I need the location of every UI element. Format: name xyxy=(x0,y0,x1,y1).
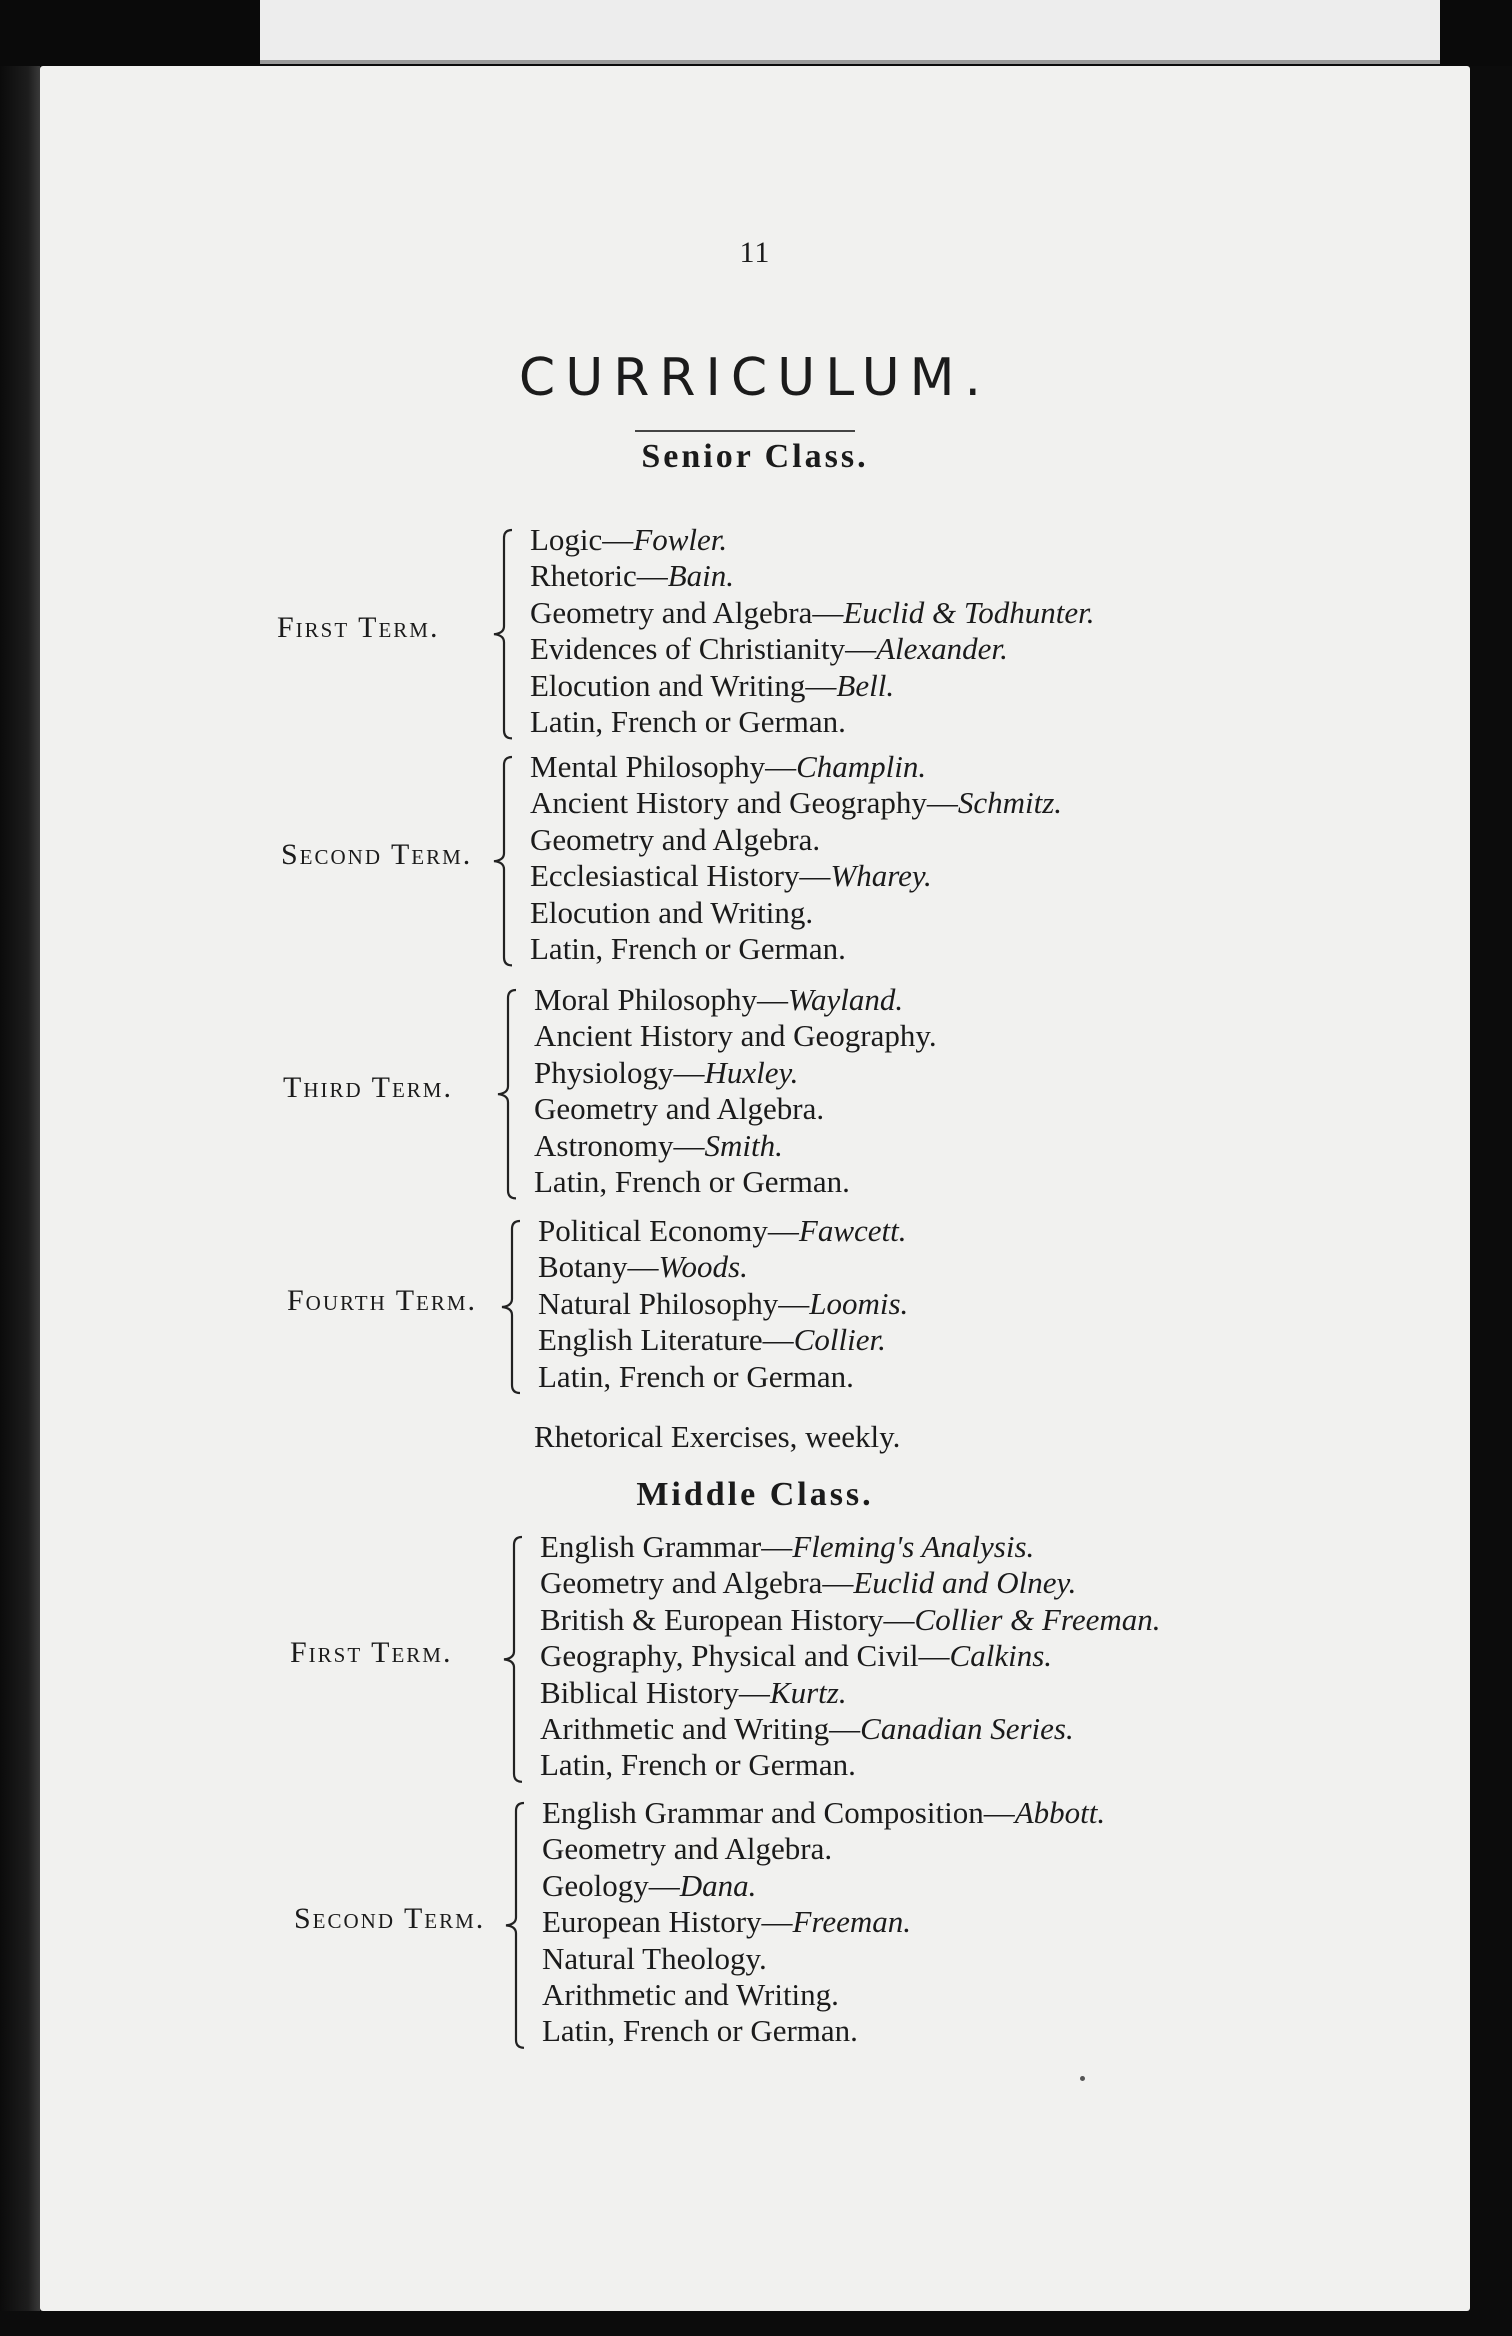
scan-background-left xyxy=(0,66,40,2336)
subject-title: Geometry and Algebra. xyxy=(530,821,821,857)
textbook-author: Abbott. xyxy=(1014,1795,1106,1830)
subject-title: Logic— xyxy=(530,522,634,557)
textbook-author: Alexander. xyxy=(876,631,1008,667)
subject-title: Astronomy— xyxy=(534,1127,705,1163)
subject-item xyxy=(540,1529,1161,1565)
subject-item xyxy=(534,1164,937,1200)
subject-title: Geometry and Algebra. xyxy=(534,1091,825,1127)
page-title: CURRICULUM. xyxy=(518,348,992,408)
subject-title: Latin, French or German. xyxy=(530,704,846,740)
subject-item xyxy=(540,1675,1161,1711)
term-label: First Term. xyxy=(277,611,440,645)
subject-title: Botany— xyxy=(538,1249,659,1285)
subject-title: Latin, French or German. xyxy=(540,1747,856,1783)
document-page xyxy=(40,66,1470,2311)
textbook-author: Wayland. xyxy=(788,982,904,1017)
scan-background-bottom xyxy=(0,2311,1512,2336)
subject-item xyxy=(542,1941,1105,1977)
subject-title: Rhetoric— xyxy=(530,558,668,594)
page-number: 11 xyxy=(739,236,771,269)
subject-item xyxy=(530,704,1095,740)
brace-icon xyxy=(494,1219,524,1395)
brace-icon xyxy=(496,1535,526,1784)
senior-class-heading: Senior Class. xyxy=(641,438,869,475)
subject-title: English Grammar and Composition— xyxy=(542,1795,1015,1830)
adjacent-page-edge xyxy=(260,0,1440,64)
subject-list xyxy=(534,982,937,1200)
subject-title: Geometry and Algebra. xyxy=(542,1831,833,1867)
subject-title: Moral Philosophy— xyxy=(534,982,789,1017)
term-label: Second Term. xyxy=(281,838,473,872)
subject-title: Natural Philosophy— xyxy=(538,1285,810,1321)
term-label: Second Term. xyxy=(294,1902,486,1936)
subject-title: Geometry and Algebra— xyxy=(530,594,844,630)
term-label: Fourth Term. xyxy=(287,1284,478,1317)
textbook-author: Euclid & Todhunter. xyxy=(843,594,1095,630)
subject-title: Ecclesiastical History— xyxy=(530,858,831,894)
subject-item xyxy=(542,1904,1105,1940)
textbook-author: Euclid and Olney. xyxy=(853,1565,1077,1601)
textbook-author: Kurtz. xyxy=(769,1674,847,1710)
subject-item xyxy=(542,1868,1105,1904)
subject-item xyxy=(530,631,1095,667)
subject-item xyxy=(538,1213,908,1249)
subject-title: Elocution and Writing— xyxy=(530,667,837,703)
subject-title: Mental Philosophy— xyxy=(530,749,797,784)
textbook-author: Calkins. xyxy=(949,1638,1053,1674)
subject-item xyxy=(530,858,1062,894)
subject-title: Biblical History— xyxy=(540,1674,770,1710)
subject-title: Natural Theology. xyxy=(542,1940,767,1976)
textbook-author: Bell. xyxy=(836,667,895,703)
subject-item xyxy=(538,1359,908,1395)
subject-title: Elocution and Writing. xyxy=(530,894,814,930)
subject-item xyxy=(540,1711,1161,1747)
subject-title: Latin, French or German. xyxy=(534,1164,850,1200)
subject-title: Geography, Physical and Civil— xyxy=(540,1638,950,1674)
textbook-author: Champlin. xyxy=(796,749,927,784)
scan-background-right xyxy=(1470,66,1512,2336)
subject-item xyxy=(530,785,1062,821)
brace-icon xyxy=(498,1801,528,2050)
subject-list xyxy=(542,1795,1105,2050)
textbook-author: Dana. xyxy=(679,1867,757,1903)
subject-list xyxy=(540,1529,1161,1784)
subject-item xyxy=(542,1795,1105,1831)
subject-item xyxy=(530,595,1095,631)
textbook-author: Collier. xyxy=(793,1322,886,1358)
subject-item xyxy=(540,1565,1161,1601)
subject-title: Political Economy— xyxy=(538,1213,799,1248)
textbook-author: Fowler. xyxy=(633,522,728,557)
subject-item xyxy=(534,982,937,1018)
subject-title: Latin, French or German. xyxy=(530,931,846,967)
subject-title: British & European History— xyxy=(540,1601,915,1637)
subject-title: English Literature— xyxy=(538,1322,794,1358)
subject-item xyxy=(534,1091,937,1127)
subject-list xyxy=(530,522,1095,740)
textbook-author: Schmitz. xyxy=(957,785,1063,821)
middle-class-heading: Middle Class. xyxy=(636,1476,874,1513)
brace-icon xyxy=(490,988,520,1200)
subject-title: Latin, French or German. xyxy=(538,1358,854,1394)
subject-item xyxy=(530,668,1095,704)
subject-title: Geometry and Algebra— xyxy=(540,1565,854,1601)
textbook-author: Fleming's Analysis. xyxy=(792,1529,1035,1564)
subject-title: Latin, French or German. xyxy=(542,2013,858,2049)
subject-title: Geology— xyxy=(542,1867,680,1903)
subject-item xyxy=(538,1322,908,1358)
subject-item xyxy=(540,1747,1161,1783)
textbook-author: Bain. xyxy=(667,558,735,594)
subject-title: Physiology— xyxy=(534,1054,705,1090)
subject-item xyxy=(540,1602,1161,1638)
subject-title: European History— xyxy=(542,1904,793,1940)
textbook-author: Freeman. xyxy=(792,1904,912,1940)
subject-title: Ancient History and Geography— xyxy=(530,785,958,821)
subject-item xyxy=(538,1249,908,1285)
page-content xyxy=(40,66,1470,2311)
subject-item xyxy=(540,1638,1161,1674)
brace-icon xyxy=(486,755,516,967)
subject-item xyxy=(542,1831,1105,1867)
subject-item xyxy=(530,749,1062,785)
textbook-author: Loomis. xyxy=(809,1285,909,1321)
subject-item xyxy=(530,931,1062,967)
textbook-author: Collier & Freeman. xyxy=(914,1601,1161,1637)
subject-list xyxy=(538,1213,908,1395)
term-label: First Term. xyxy=(290,1636,453,1670)
textbook-author: Fawcett. xyxy=(798,1213,907,1248)
brace-icon xyxy=(486,528,516,740)
subject-title: Ancient History and Geography. xyxy=(534,1018,937,1054)
textbook-author: Canadian Series. xyxy=(860,1711,1074,1747)
title-rule xyxy=(635,430,855,432)
subject-item xyxy=(542,1977,1105,2013)
textbook-author: Wharey. xyxy=(830,858,932,894)
subject-item xyxy=(530,895,1062,931)
subject-item xyxy=(538,1286,908,1322)
subject-title: Evidences of Christianity— xyxy=(530,631,877,667)
subject-item xyxy=(534,1128,937,1164)
term-label: Third Term. xyxy=(283,1071,453,1105)
textbook-author: Huxley. xyxy=(704,1054,799,1090)
textbook-author: Woods. xyxy=(658,1249,748,1285)
textbook-author: Smith. xyxy=(704,1127,783,1163)
subject-title: Arithmetic and Writing— xyxy=(540,1711,861,1747)
subject-item xyxy=(542,2013,1105,2049)
subject-item xyxy=(530,822,1062,858)
subject-title: Arithmetic and Writing. xyxy=(542,1977,839,2013)
subject-item xyxy=(534,1055,937,1091)
subject-item xyxy=(530,522,1095,558)
subject-list xyxy=(530,749,1062,967)
subject-item xyxy=(530,558,1095,594)
subject-title: English Grammar— xyxy=(540,1529,793,1564)
paper-speck xyxy=(1080,2076,1085,2081)
rhetorical-exercises-note: Rhetorical Exercises, weekly. xyxy=(534,1419,901,1454)
subject-item xyxy=(534,1018,937,1054)
